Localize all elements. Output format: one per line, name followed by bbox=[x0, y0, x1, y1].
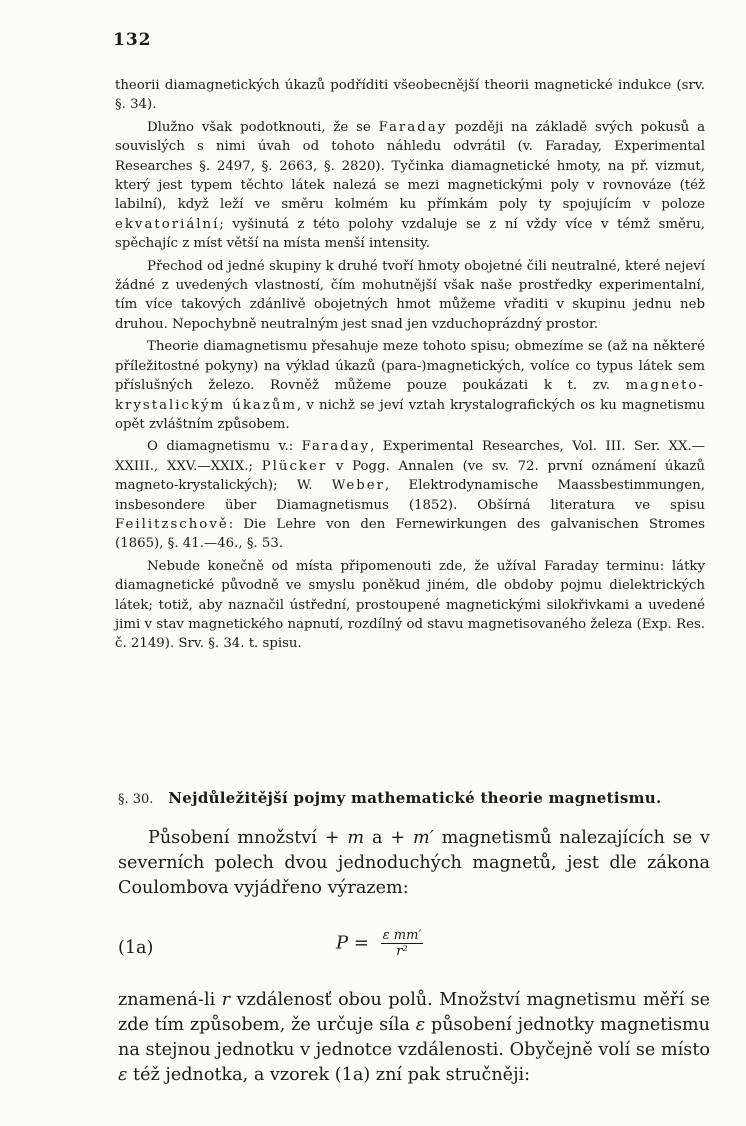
text-run: , Experimental Researches, Vol. III. Ser. XX.—XXIII., XXV.—XXIX.; bbox=[115, 439, 705, 474]
math-term: + m bbox=[324, 828, 365, 848]
main-paragraph-2 bbox=[118, 988, 710, 1088]
text-run: theorii diamagnetických úkazů podříditi všeobecnější theorii magnetické indukce (srv. §. 34). bbox=[115, 78, 705, 113]
text-run: magnetismů nalezajících se v severních polech dvou jednoduchých magnetů, jest dle zákona Coulombova vyjádřeno výrazem: bbox=[118, 828, 710, 898]
text-run: , v nichž se jeví vztah krystalografických os ku magnetismu opět zvláštním způsobem. bbox=[115, 397, 705, 432]
text-run: : Die Lehre von den Fernewirkungen des galvanischen Stromes (1865), §. 41.—46., §. 53. bbox=[115, 516, 705, 552]
math-term: ε bbox=[118, 1065, 128, 1085]
footnote-paragraph bbox=[115, 118, 705, 254]
spaced-name: Faraday bbox=[378, 119, 448, 135]
footnote-paragraph bbox=[115, 257, 705, 335]
text-run: působení jednotky magnetismu na stejnou jednotku v jednotce vzdálenosti. Obyčejně volí se místo bbox=[118, 1015, 710, 1060]
spaced-name: Weber bbox=[331, 478, 385, 494]
math-term: r bbox=[221, 990, 231, 1010]
footnote-paragraph bbox=[115, 76, 705, 115]
text-run: Nebude konečně od místa připomenouti zde, že užíval Faraday terminu: látky diamagnetické původně ve smyslu poněkud jiném, dle obdoby pojmu dielektrických látek; totiž, aby naznačil ústřední, prostoupené magnetickými silokřivkami a uvedené jimi v stav magnetického napnutí, rozdílný od stavu magnetisovaného železa (Exp. Res. č. 2149). Srv. §. 34. t. spisu. bbox=[115, 558, 705, 652]
formula-expression bbox=[336, 928, 423, 959]
text-run: v Pogg. Annalen (ve sv. 72. první oznámení úkazů magneto-krystalických); W. bbox=[115, 458, 705, 494]
text-run: Působení množství bbox=[148, 828, 325, 848]
formula-lhs: P = bbox=[336, 932, 369, 954]
math-term: + m′ bbox=[390, 828, 434, 848]
spaced-name: Feilitzschově bbox=[115, 516, 229, 532]
text-run: později na základě svých pokusů a souvislých s nimi úvah od tohoto náhledu odvrátil (v. Faraday, Experimental Researches §. 2497, §. 2663, §. 2820). Tyčinka diamagnetické hmoty, na př. vizmut, který jest typem těchto látek nalezá se mezi magnetickými poly v rovnováze (též labilní), když leží ve směru kolmém ku přímkám poly ty spojujícím v poloze bbox=[115, 119, 706, 213]
formula-1a bbox=[118, 928, 710, 972]
spaced-name: magneto-krystalickým úkazům bbox=[115, 378, 705, 413]
footnote-paragraph bbox=[115, 337, 705, 434]
section-number: §. 30. bbox=[118, 792, 154, 807]
text-run: O diamagnetismu v.: bbox=[147, 439, 302, 455]
formula-numerator: ε mm′ bbox=[382, 928, 422, 943]
formula-label: (1a) bbox=[118, 938, 154, 958]
formula-denominator: r² bbox=[396, 944, 408, 959]
text-run: ; vyšinutá z této polohy vzdaluje se z ní vždy více v témž směru, spěchajíc z míst větší na místa menší intensity. bbox=[115, 216, 705, 252]
section-heading bbox=[118, 789, 708, 807]
text-run: též jednotka, a vzorek (1a) zní pak stručněji: bbox=[127, 1065, 531, 1085]
text-run: Přechod od jedné skupiny k druhé tvoří hmoty obojetné čili neutralné, které nejeví žádné z uvedených vlastností, čím mohutnější však naše prostředky experimentalní, tím více takových zdánlivě obojetných hmot můžeme vřaditi v skupinu jednu neb druhou. Nepochybně neutralným jest snad jen vzduchoprázdný prostor. bbox=[115, 258, 705, 332]
text-run: znamená-li bbox=[118, 990, 222, 1010]
math-term: ε bbox=[415, 1015, 426, 1035]
main-paragraph-1 bbox=[118, 826, 710, 901]
footnote-block bbox=[115, 76, 705, 654]
text-run: , Elektrodynamische Maassbestimmungen, insbesondere über Diamagnetismus (1852). Obšírná literatura ve spisu bbox=[115, 478, 705, 513]
spaced-name: ekvatoriální bbox=[115, 216, 220, 232]
section-title: Nejdůležitější pojmy mathematické theorie magnetismu. bbox=[168, 789, 662, 807]
spaced-name: Plücker bbox=[261, 458, 328, 474]
footnote-paragraph bbox=[115, 437, 705, 553]
formula-fraction bbox=[381, 928, 424, 959]
text-run: Theorie diamagnetismu přesahuje meze tohoto spisu; obmezíme se (až na některé příležitostné pokyny) na výklad úkazů (para-)magnetických, volíce co typus látek sem příslušných železo. Rovněž můžeme pouze poukázati k t. zv. bbox=[115, 339, 705, 394]
text-run: a bbox=[364, 828, 391, 848]
footnote-paragraph bbox=[115, 557, 705, 654]
text-run: Dlužno však podotknouti, že se bbox=[147, 119, 379, 135]
page-number: 132 bbox=[113, 30, 152, 50]
text-run: vzdálenosť obou polů. Množství magnetismu měří se zde tím způsobem, že určuje síla bbox=[118, 990, 711, 1035]
spaced-name: Faraday bbox=[301, 439, 371, 455]
